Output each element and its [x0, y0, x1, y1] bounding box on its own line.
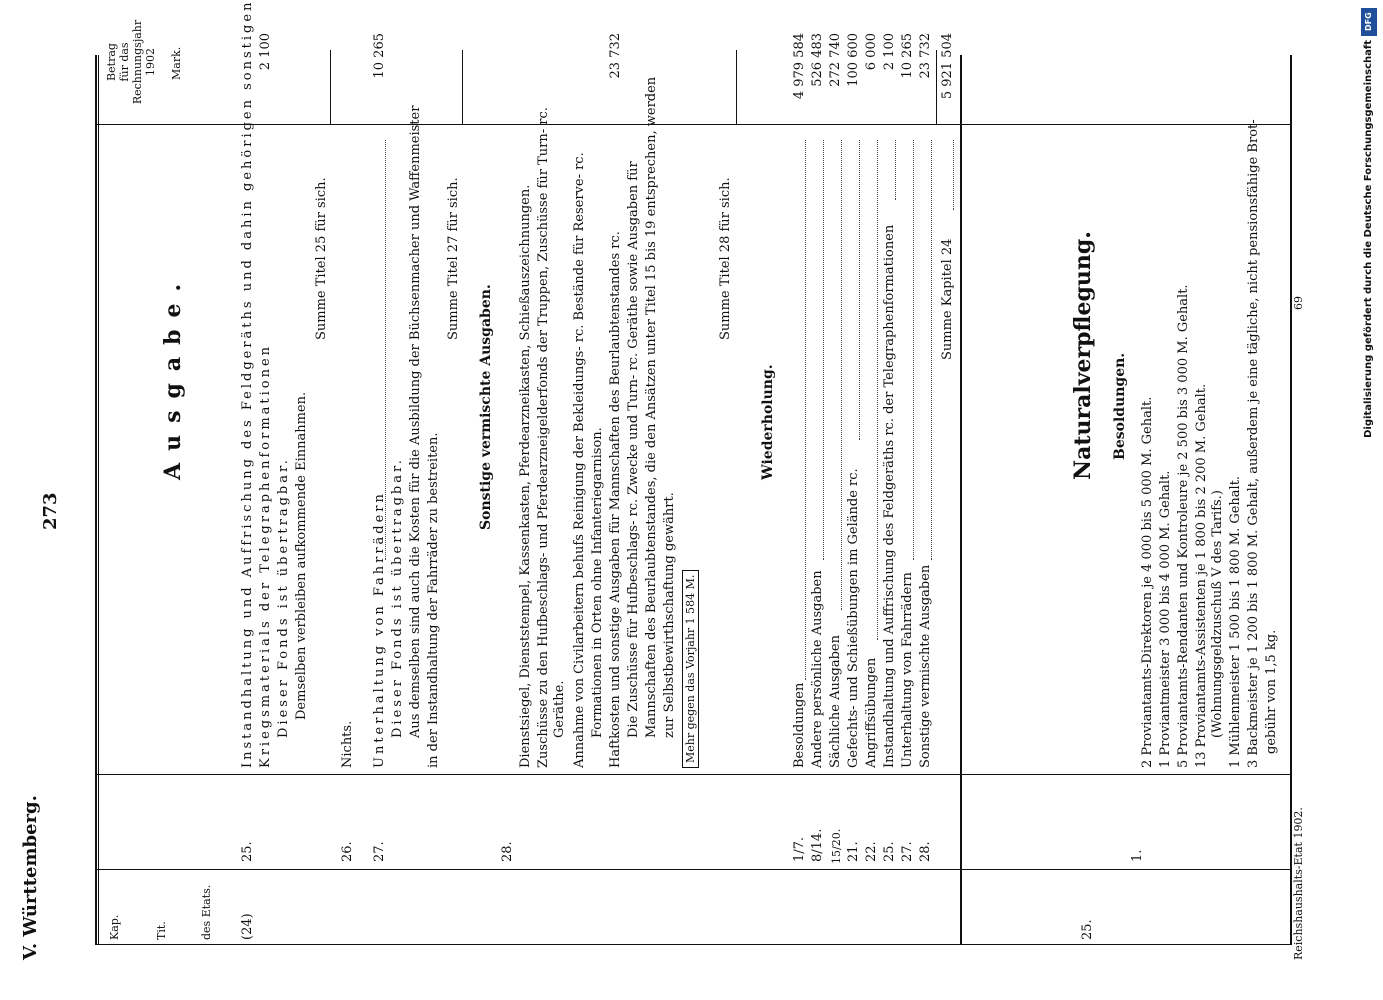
sum-rule [462, 50, 463, 125]
tit-28-line: Geräthe. [552, 680, 567, 738]
page-header-state: V. Württemberg. [20, 795, 41, 960]
recap-amount: 100 600 [846, 33, 861, 87]
kap-25-heading: Naturalverpflegung. [1070, 231, 1096, 480]
kap-25-subheading: Besoldungen. [1112, 352, 1128, 460]
col-kap: Kap. [108, 914, 121, 940]
footer-reference: Reichshaushalts-Etat 1902. [1292, 807, 1305, 960]
kap-25-label: 25. [1080, 919, 1095, 940]
col-betrag: Betrag für das Rechnungsjahr 1902 [105, 19, 157, 105]
dfg-logo: DFG [1361, 8, 1377, 36]
recap-tit: 21. [846, 841, 861, 862]
leader-dots [385, 140, 386, 560]
recap-tit: 1/7. [792, 836, 807, 862]
kap-25-tit: 1. [1130, 849, 1145, 862]
recap-amount: 23 732 [918, 33, 933, 79]
col-des-etats: des Etats. [200, 884, 213, 940]
recap-label: Besoldungen [792, 682, 807, 768]
tit-28-line: Mannschaften des Beurlaubtenstandes, die den Ansätzen unter Titel 15 bis 19 entsprechen, werden [644, 76, 659, 738]
tit-26: 26. [340, 841, 355, 862]
recap-amount: 10 265 [900, 33, 915, 79]
tit-25-line: Dieser Fonds ist übertragbar. [276, 457, 291, 738]
column-rule [95, 869, 1292, 870]
col-tit: Tit. [155, 921, 168, 940]
recap-tit: 25. [882, 841, 897, 862]
section-title: Ausgabe. [160, 271, 186, 480]
kap-24-label: (24) [240, 913, 255, 940]
tit-28-line: Die Zuschüsse für Hufbeschlags- rc. Zwecke und Turn- rc. Geräthe sowie Ausgaben für [626, 161, 641, 738]
kap-25-line: 2 Proviantamts-Direktoren je 4 000 bis 5 000 M. Gehalt. [1140, 396, 1155, 768]
recap-tit: 22. [864, 841, 879, 862]
leader-dots [805, 140, 806, 680]
section-divider [960, 55, 962, 945]
tit-27-sum-label: Summe Titel 27 für sich. [446, 177, 461, 340]
leader-dots [823, 140, 824, 560]
recap-label: Sonstige vermischte Ausgaben [918, 564, 933, 768]
tit-25-sum-label: Summe Titel 25 für sich. [314, 177, 329, 340]
recap-tit: 15/20. [830, 828, 843, 864]
recap-tit: 8/14. [810, 828, 825, 862]
tit-27-line: Unterhaltung von Fahrrädern [372, 491, 387, 768]
tit-25-line: Kriegsmaterials der Telegraphenformationen [258, 343, 273, 768]
tit-28-line: Formationen in Orten ohne Infanteriegarnison. [590, 427, 605, 738]
leader-dots [913, 140, 914, 560]
sum-rule [736, 50, 737, 125]
kap-25-line: gebühr von 1,5 kg. [1264, 629, 1279, 754]
watermark [1359, 0, 1381, 1000]
sum-rule [330, 50, 331, 125]
tit-28-note: Mehr gegen das Vorjahr 1 584 M. [682, 570, 699, 768]
tit-25-amount: 2 100 [258, 33, 273, 71]
leader-dots [859, 140, 860, 440]
recap-label: Gefechts- und Schießübungen im Gelände rc. [846, 468, 861, 768]
kap-25-line: 3 Backmeister je 1 200 bis 1 800 M. Gehalt, außerdem je eine tägliche, nicht pensionsfähige Brot- [1246, 119, 1261, 768]
tit-28-heading: Sonstige vermischte Ausgaben. [478, 284, 494, 530]
tit-27-line: Dieser Fonds ist übertragbar. [390, 457, 405, 738]
column-rule [95, 124, 1292, 125]
recap-label: Unterhaltung von Fahrrädern [900, 572, 915, 768]
leader-dots [953, 140, 954, 210]
recap-label: Instandhaltung und Auffrischung des Feldgeräths rc. der Telegraphenformationen [882, 224, 897, 768]
tit-28-line: Haftkosten und sonstige Ausgaben für Mannschaften des Beurlaubtenstandes rc. [608, 231, 623, 768]
kap-25-line: 1 Mühlenmeister 1 500 bis 1 800 M. Gehalt. [1228, 475, 1243, 768]
leader-dots [895, 140, 896, 200]
recap-amount: 6 000 [864, 33, 879, 71]
leader-dots [877, 140, 878, 640]
recap-total: 5 921 504 [940, 33, 955, 100]
tit-27-line: Aus demselben sind auch die Kosten für die Ausbildung der Büchsenmacher und Waffenmeister [408, 105, 423, 738]
tit-25-line: Demselben verbleiben aufkommende Einnahmen. [294, 391, 309, 720]
tit-26-line: Nichts. [340, 720, 355, 768]
kap-25-line: (Wohnungsgeldzuschuß V des Tarifs.) [1210, 490, 1225, 738]
tit-28: 28. [500, 841, 515, 862]
leader-dots [931, 140, 932, 560]
kap-25-line: 13 Proviantamts-Assistenten je 1 800 bis 2 200 M. Gehalt. [1194, 383, 1209, 768]
tit-27-line: in der Instandhaltung der Fahrräder zu bestreiten. [426, 432, 441, 768]
tit-28-line: Annahme von Civilarbeitern behufs Reinigung der Bekleidungs- rc. Bestände für Reserve- rc. [572, 152, 587, 768]
recap-label: Sächliche Ausgaben [828, 635, 843, 768]
recap-heading: Wiederholung. [760, 364, 776, 480]
watermark-text: Digitalisierung gefördert durch die Deutsche Forschungsgemeinschaft [1363, 40, 1374, 438]
tit-28-sum-label: Summe Titel 28 für sich. [718, 177, 733, 340]
sum-rule [936, 50, 937, 125]
column-rule [95, 944, 1292, 945]
tit-25: 25. [240, 841, 255, 862]
recap-total-label: Summe Kapitel 24 [940, 238, 955, 360]
kap-25-line: 1 Proviantmeister 3 000 bis 4 000 M. Gehalt. [1158, 470, 1173, 768]
recap-amount: 526 483 [810, 33, 825, 87]
column-rule [95, 774, 1292, 775]
tit-28-line: Zuschüsse zu den Hufbeschlags- und Pferdearzneigelderfonds der Truppen, Zuschüsse für Turn- rc. [536, 107, 551, 768]
recap-tit: 28. [918, 841, 933, 862]
table-top-border [95, 55, 97, 945]
table-top-border-inner [98, 55, 99, 945]
recap-label: Andere persönliche Ausgaben [810, 570, 825, 768]
recap-amount: 2 100 [882, 33, 897, 71]
tit-28-line: Dienstsiegel, Dienststempel, Kassenkasten, Pferdearzneikasten, Schießauszeichnungen. [518, 184, 533, 768]
recap-label: Angriffsübungen [864, 657, 879, 768]
recap-amount: 272 740 [828, 33, 843, 87]
tit-27: 27. [372, 841, 387, 862]
kap-25-line: 5 Proviantamts-Rendanten und Kontroleure je 2 500 bis 3 000 M. Gehalt. [1176, 284, 1191, 768]
tit-28-amount: 23 732 [608, 33, 623, 79]
leader-dots [841, 140, 842, 610]
tit-25-line: Instandhaltung und Auffrischung des Feldgeräths und dahin gehörigen sonstigen [240, 0, 255, 768]
sheet-number: 69 [1292, 296, 1305, 310]
recap-amount: 4 979 584 [792, 33, 807, 100]
tit-27-amount: 10 265 [372, 33, 387, 79]
col-mark: Mark. [170, 46, 183, 80]
recap-tit: 27. [900, 841, 915, 862]
tit-28-line: zur Selbstbewirthschaftung gewährt. [662, 492, 677, 738]
page-number: 273 [40, 492, 61, 530]
